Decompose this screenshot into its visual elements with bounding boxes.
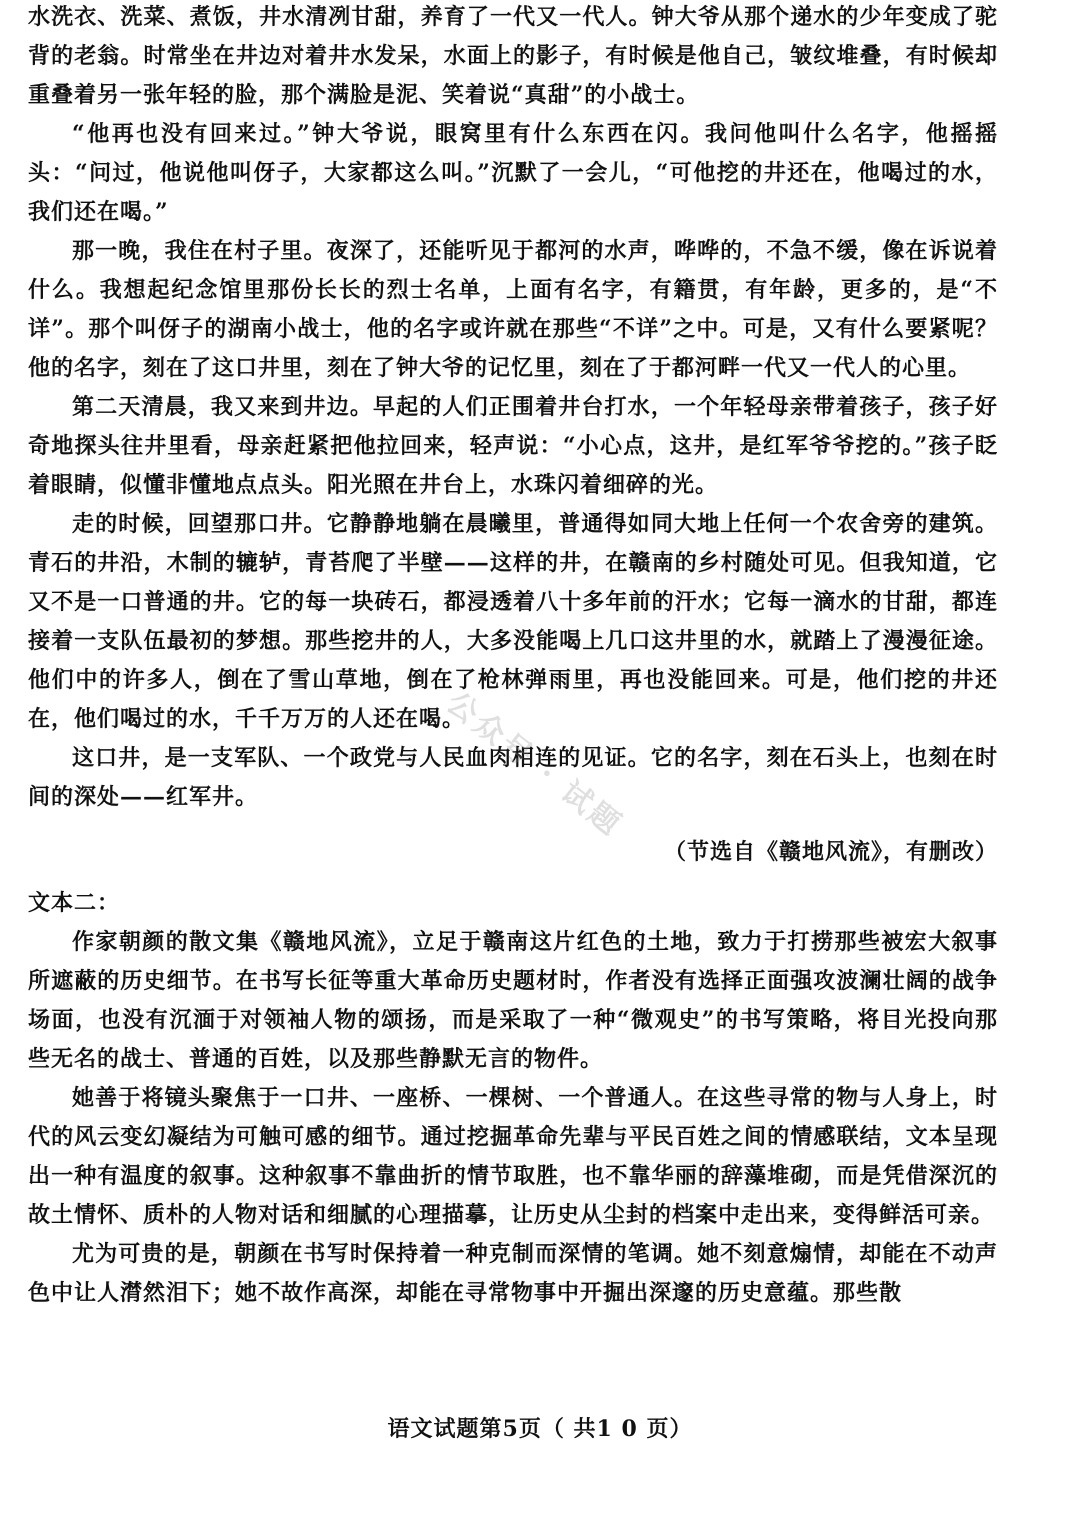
article-source: （节选自《赣地风流》，有删改） xyxy=(663,839,998,865)
text-two-heading: 文本二： xyxy=(28,890,121,916)
commentary-paragraph: 作家朝颜的散文集《赣地风流》，立足于赣南这片红色的土地，致力于打捞那些被宏大叙事所遮蔽的历史细节。在书写长征等重大革命历史题材时，作者没有选择正面强攻波澜壮阔的战争场面，也没有沉湎于对领袖人物的颂扬，而是采取了一种“微观史”的书写策略，将目光投向那些无名的战士、普通的百姓，以及那些静默无言的物件。 xyxy=(28,929,998,1072)
commentary-paragraph: 尤为可贵的是，朝颜在书写时保持着一种克制而深情的笔调。她不刻意煽情，却能在不动声色中让人潸然泪下；她不故作高深，却能在寻常物事中开掘出深邃的历史意蕴。那些散 xyxy=(28,1241,998,1306)
article-paragraph: 这口井，是一支军队、一个政党与人民血肉相连的见证。它的名字，刻在石头上，也刻在时间的深处——红军井。 xyxy=(28,745,998,810)
article-paragraph: “他再也没有回来过。”钟大爷说，眼窝里有什么东西在闪。我问他叫什么名字，他摇摇头：“问过，他说他叫伢子，大家都这么叫。”沉默了一会儿，“可他挖的井还在，他喝过的水，我们还在喝。” xyxy=(28,121,998,225)
article-paragraph: 那一晚，我住在村子里。夜深了，还能听见于都河的水声，哗哗的，不急不缓，像在诉说着什么。我想起纪念馆里那份长长的烈士名单，上面有名字，有籍贯，有年龄，更多的，是“不详”。那个叫伢子的湖南小战士，他的名字或许就在那些“不详”之中。可是，又有什么要紧呢？他的名字，刻在了这口井里，刻在了钟大爷的记忆里，刻在了于都河畔一代又一代人的心里。 xyxy=(28,238,998,381)
commentary-paragraph: 她善于将镜头聚焦于一口井、一座桥、一棵树、一个普通人。在这些寻常的物与人身上，时代的风云变幻凝结为可触可感的细节。通过挖掘革命先辈与平民百姓之间的情感联结，文本呈现出一种有温度的叙事。这种叙事不靠曲折的情节取胜，也不靠华丽的辞藻堆砌，而是凭借深沉的故土情怀、质朴的人物对话和细腻的心理描摹，让历史从尘封的档案中走出来，变得鲜活可亲。 xyxy=(28,1085,998,1228)
exam-page xyxy=(28,0,998,1313)
article-paragraph: 第二天清晨，我又来到井边。早起的人们正围着井台打水，一个年轻母亲带着孩子，孩子好奇地探头往井里看，母亲赶紧把他拉回来，轻声说：“小心点，这井，是红军爷爷挖的。”孩子眨着眼睛，似懂非懂地点点头。阳光照在井台上，水珠闪着细碎的光。 xyxy=(28,394,998,498)
article-paragraph: 水洗衣、洗菜、煮饭，井水清冽甘甜，养育了一代又一代人。钟大爷从那个递水的少年变成了驼背的老翁。时常坐在井边对着井水发呆，水面上的影子，有时候是他自己，皱纹堆叠，有时候却重叠着另一张年轻的脸，那个满脸是泥、笑着说“真甜”的小战士。 xyxy=(28,4,998,108)
page-footer: 语文试题第5页（ 共1 0 页） xyxy=(387,1416,693,1442)
article-paragraph: 走的时候，回望那口井。它静静地躺在晨曦里，普通得如同大地上任何一个农舍旁的建筑。青石的井沿，木制的辘轳，青苔爬了半壁——这样的井，在赣南的乡村随处可见。但我知道，它又不是一口普通的井。它的每一块砖石，都浸透着八十多年前的汗水；它每一滴水的甘甜，都连接着一支队伍最初的梦想。那些挖井的人，大多没能喝上几口这井里的水，就踏上了漫漫征途。他们中的许多人，倒在了雪山草地，倒在了枪林弹雨里，再也没能回来。可是，他们挖的井还在，他们喝过的水，千千万万的人还在喝。 xyxy=(28,511,998,732)
watermark: 公众号 · 试题 xyxy=(439,685,630,845)
